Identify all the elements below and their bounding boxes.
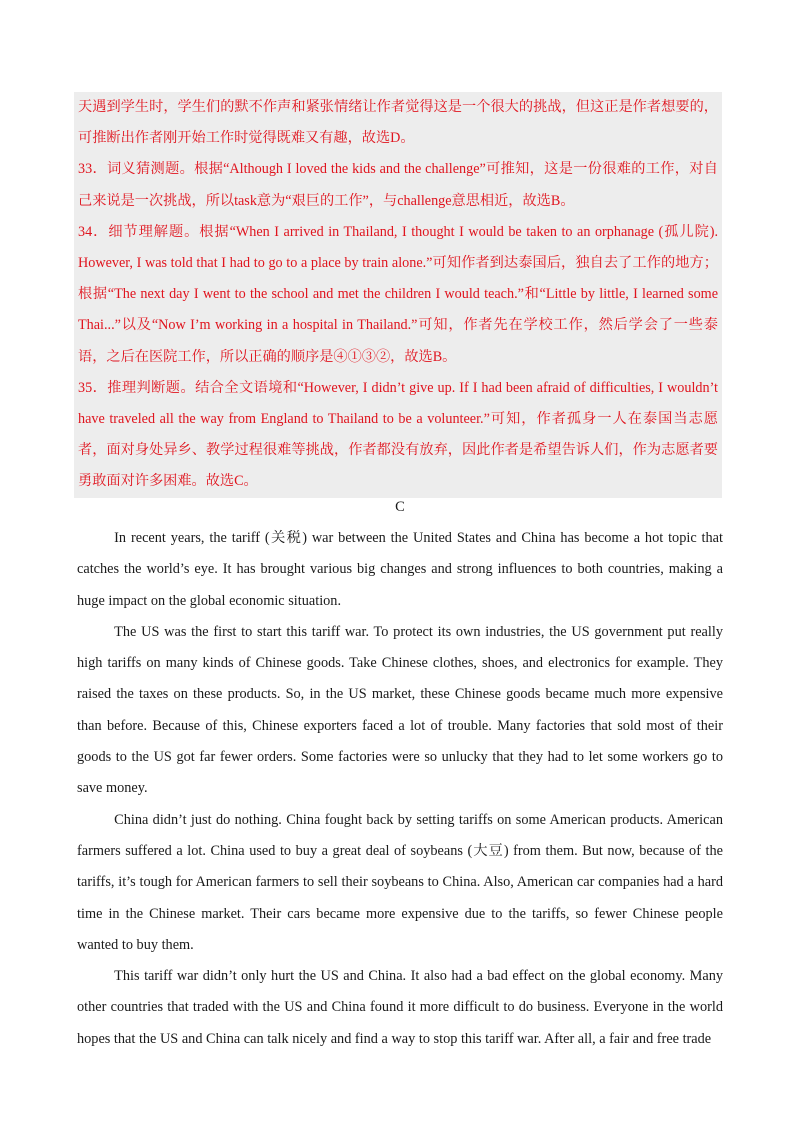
answer-32-continued: 天遇到学生时，学生们的默不作声和紧张情绪让作者觉得这是一个很大的挑战，但这正是作者想要的，可推断出作者刚开始工作时觉得既难又有趣，故选D。: [78, 99, 718, 147]
reading-passage: [77, 523, 723, 1055]
passage-paragraph-1: In recent years, the tariff (关税) war between the United States and China has become a hot topic that catches the world’s eye. It has brought various big changes and strong influences to both countries, making a huge impact on the global economic situation.: [77, 530, 723, 609]
section-heading: C: [395, 499, 405, 515]
answer-34: 34．细节理解题。根据“When I arrived in Thailand, I thought I would be taken to an orphanage (孤儿院). However, I was told that I had to go to a place by train alone.”可知作者到达泰国后，独自去了工作的地方；根据“The next day I went to the school and met the children I would teach.”和“Little by little, I learned some Thai...”以及“Now I’m working in a hospital in Thailand.”可知，作者先在学校工作，然后学会了一些泰语，之后在医院工作，所以正确的顺序是④①③②，故选B。: [78, 223, 718, 365]
answer-35: 35．推理判断题。结合全文语境和“However, I didn’t give up. If I had been afraid of difficulties, I wouldn’t have traveled all the way from England to Thailand to be a volunteer.”可知，作者孤身一人在泰国当志愿者，面对身处异乡、教学过程很难等挑战，作者都没有放弃，因此作者是希望告诉人们，作为志愿者要勇敢面对许多困难。故选C。: [78, 379, 718, 490]
passage-paragraph-2: The US was the first to start this tariff war. To protect its own industries, the US government put really high tariffs on many kinds of Chinese goods. Take Chinese clothes, shoes, and electronics for example. They raised the taxes on these products. So, in the US market, these Chinese goods became much more expensive than before. Because of this, Chinese exporters faced a lot of trouble. Many factories that sold most of their goods to the US got far fewer orders. Some factories were so unlucky that they had to let some workers go to save money.: [77, 623, 723, 797]
passage-paragraph-3: China didn’t just do nothing. China fought back by setting tariffs on some American products. American farmers suffered a lot. China used to buy a great deal of soybeans (大豆) from them. But now, because of the tariffs, it’s tough for American farmers to sell their soybeans to China. Also, American car companies had a hard time in the Chinese market. Their cars became more expensive due to the tariffs, so fewer Chinese people wanted to buy them.: [77, 811, 723, 953]
passage-paragraph-4: This tariff war didn’t only hurt the US and China. It also had a bad effect on the global economy. Many other countries that traded with the US and China found it more difficult to do business. Everyone in the world hopes that the US and China can talk nicely and find a way to stop this tariff war. After all, a fair and free trade: [77, 968, 723, 1047]
answer-33: 33．词义猜测题。根据“Although I loved the kids and the challenge”可推知，这是一份很难的工作，对自己来说是一次挑战，所以task意为“艰巨的工作”，与challenge意思相近，故选B。: [78, 161, 718, 209]
answer-explanation-box: [74, 92, 722, 498]
